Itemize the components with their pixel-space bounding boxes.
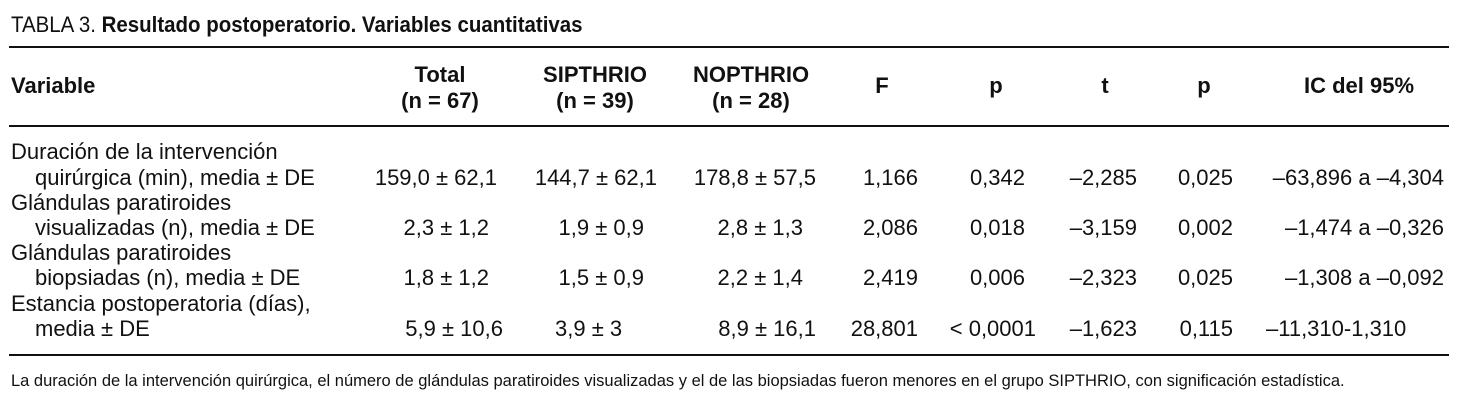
row-p2: 0,025 (1177, 265, 1233, 290)
row-sipthrio: 144,7 ± 62,1 (534, 165, 657, 190)
row-nopthrio: 8,9 ± 16,1 (718, 316, 816, 341)
header-sipthrio-n: (n = 39) (556, 88, 634, 113)
header-sipthrio (525, 62, 665, 114)
row-total: 159,0 ± 62,1 (374, 165, 497, 190)
row-f: 2,086 (862, 215, 918, 240)
table-caption (11, 11, 583, 39)
header-total-n: (n = 67) (401, 88, 479, 113)
row-p1: 0,006 (969, 265, 1025, 290)
row-t: –3,159 (1069, 215, 1137, 240)
row-sipthrio: 1,9 ± 0,9 (558, 215, 644, 240)
header-p2: p (1197, 73, 1211, 98)
row-t: –1,623 (1069, 316, 1137, 341)
row-variable-line1: Estancia postoperatoria (días), (11, 291, 311, 316)
header-nopthrio (681, 62, 821, 114)
row-f: 1,166 (862, 165, 918, 190)
header-nopthrio-label: NOPTHRIO (692, 62, 810, 87)
row-variable-line2: media ± DE (35, 316, 150, 341)
row-total: 2,3 ± 1,2 (403, 215, 489, 240)
row-variable-line2: biopsiadas (n), media ± DE (35, 265, 301, 290)
row-p1: < 0,0001 (949, 316, 1036, 341)
row-ic: –1,308 a –0,092 (1284, 265, 1444, 290)
row-t: –2,323 (1069, 265, 1137, 290)
header-f: F (875, 73, 889, 98)
table-number: TABLA 3. (11, 12, 96, 37)
header-total (370, 62, 510, 114)
row-ic: –1,474 a –0,326 (1284, 215, 1444, 240)
row-nopthrio: 178,8 ± 57,5 (693, 165, 816, 190)
header-ic: IC del 95% (1303, 73, 1415, 98)
table-title: Resultado postoperatorio. Variables cuantitativas (101, 12, 583, 37)
row-nopthrio: 2,2 ± 1,4 (717, 265, 803, 290)
row-variable-line2: visualizadas (n), media ± DE (35, 215, 315, 240)
row-variable-line1: Glándulas paratiroides (11, 240, 232, 265)
row-variable-line1: Glándulas paratiroides (11, 190, 232, 215)
top-rule (9, 46, 1449, 48)
header-sipthrio-label: SIPTHRIO (543, 62, 647, 87)
row-ic: –11,310-1,310 (1266, 316, 1407, 341)
row-f: 2,419 (862, 265, 918, 290)
header-rule (9, 125, 1449, 127)
row-p2: 0,115 (1179, 316, 1233, 341)
row-p1: 0,342 (969, 165, 1025, 190)
header-variable: Variable (11, 73, 96, 98)
table-footnote: La duración de la intervención quirúrgica, el número de glándulas paratiroides visualizadas y el de las biopsiadas fueron menores en el grupo SIPTHRIO, con significación estadística. (11, 372, 1345, 390)
header-nopthrio-n: (n = 28) (712, 88, 790, 113)
row-p2: 0,002 (1177, 215, 1233, 240)
row-variable-line1: Duración de la intervención (11, 139, 278, 164)
row-p1: 0,018 (969, 215, 1025, 240)
header-p1: p (989, 73, 1003, 98)
row-p2: 0,025 (1177, 165, 1233, 190)
header-t: t (1101, 73, 1109, 98)
row-ic: –63,896 a –4,304 (1272, 165, 1444, 190)
row-sipthrio: 1,5 ± 0,9 (558, 265, 644, 290)
header-total-label: Total (414, 62, 466, 87)
row-nopthrio: 2,8 ± 1,3 (717, 215, 803, 240)
row-t: –2,285 (1069, 165, 1137, 190)
row-sipthrio: 3,9 ± 3 (555, 316, 623, 341)
row-f: 28,801 (850, 316, 918, 341)
bottom-rule (9, 354, 1449, 356)
row-total: 1,8 ± 1,2 (403, 265, 489, 290)
row-total: 5,9 ± 10,6 (405, 316, 503, 341)
row-variable-line2: quirúrgica (min), media ± DE (35, 165, 315, 190)
